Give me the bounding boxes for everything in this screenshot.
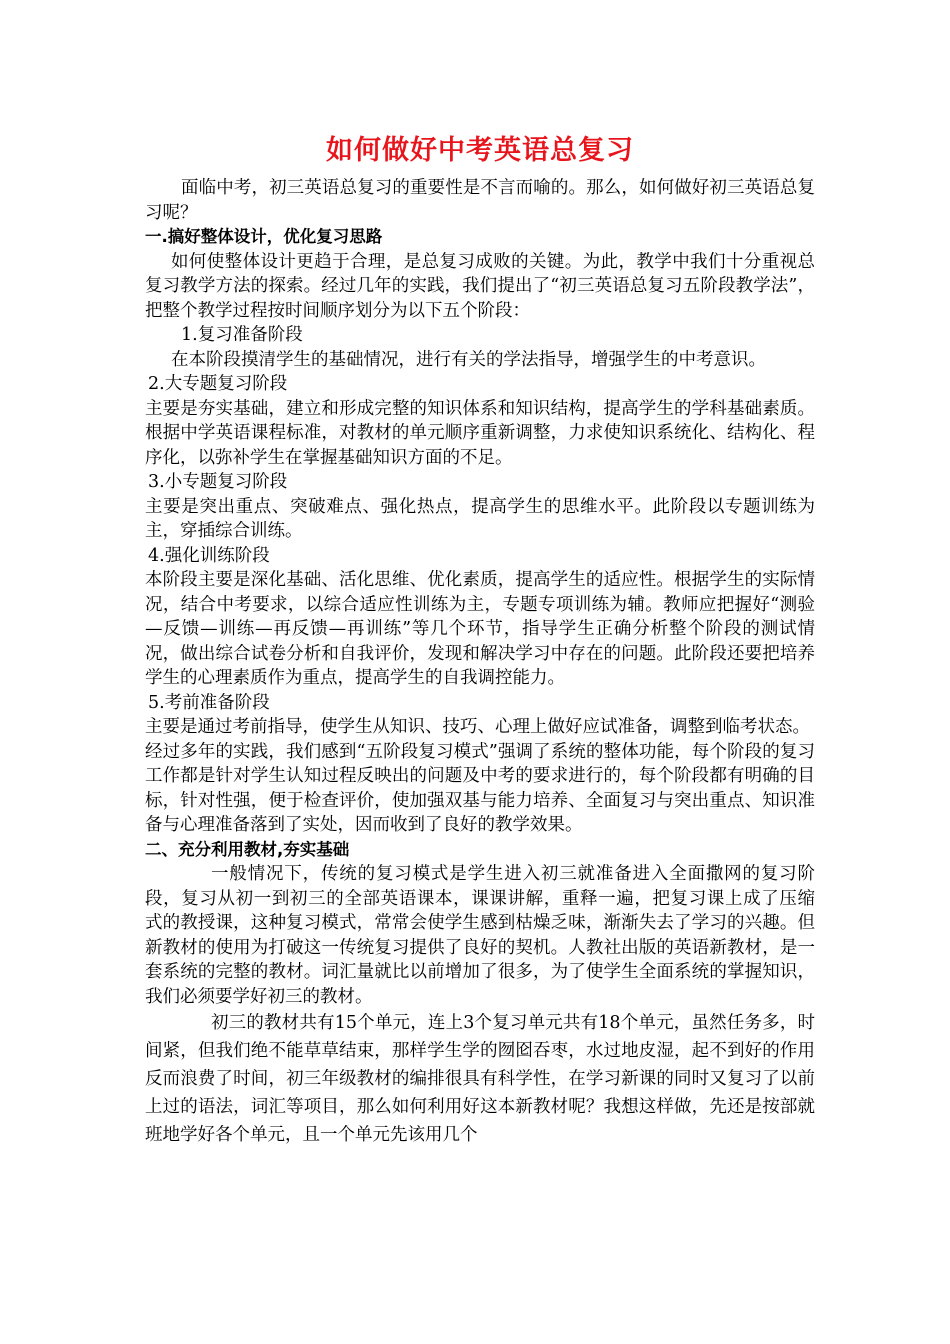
section-1-summary: 经过多年的实践，我们感到“五阶段复习模式”强调了系统的整体功能，每个阶段的复习工作都是针对学生认知过程反映出的问题及中考的要求进行的，每个阶段都有明确的目标，针对性强，便于检查评价，使加强双基与能力培养、全面复习与突出重点、知识准备与心理准备落到了实处，因而收到了良好的教学效果。: [145, 741, 815, 835]
stage-2-text: 主要是夯实基础，建立和形成完整的知识体系和知识结构，提高学生的学科基础素质。根据中学英语课程标准，对教材的单元顺序重新调整，力求使知识系统化、结构化、程序化，以弥补学生在掌握基础知识方面的不足。: [145, 398, 815, 468]
stage-1-label: 1.复习准备阶段: [181, 325, 303, 345]
section-1-paragraph: 如何使整体设计更趋于合理，是总复习成败的关键。为此，教学中我们十分重视总复习教学方法的探索。经过几年的实践，我们提出了“初三英语总复习五阶段教学法”，把整个教学过程按时间顺序划分为以下五个阶段：: [145, 251, 815, 321]
stage-3-label: 3.小专题复习阶段: [148, 472, 288, 492]
document-title: 如何做好中考英语总复习: [326, 135, 634, 166]
stage-3-text: 主要是突出重点、突破难点、强化热点，提高学生的思维水平。此阶段以专题训练为主，穿插综合训练。: [145, 496, 815, 541]
stage-4-label: 4.强化训练阶段: [148, 545, 270, 566]
section-2-heading: 二、充分利用教材,夯实基础: [145, 839, 350, 859]
document-page: [145, 128, 815, 1149]
stage-5-label: 5.考前准备阶段: [148, 692, 270, 713]
stage-4-text: 本阶段主要是深化基础、活化思维、优化素质，提高学生的适应性。根据学生的实际情况，结合中考要求，以综合适应性训练为主，专题专项训练为辅。教师应把握好“测验—反馈—训练—再反馈—再训练”等几个环节，指导学生正确分析整个阶段的测试情况，做出综合试卷分析和自我评价，发现和解决学习中存在的问题。此阶段还要把培养学生的心理素质作为重点，提高学生的自我调控能力。: [145, 570, 815, 688]
section-2-paragraph-2: 初三的教材共有15个单元，连上3个复习单元共有18个单元，虽然任务多，时间紧，但我们绝不能草草结束，那样学生学的囫囵吞枣，水过地皮湿，起不到好的作用反而浪费了时间，初三年级教材的编排很具有科学性，在学习新课的同时又复习了以前上过的语法，词汇等项目，那么如何利用好这本新教材呢？我想这样做，先还是按部就班地学好各个单元，且一个单元先该用几个: [145, 1013, 815, 1145]
stage-1-text: 在本阶段摸清学生的基础情况，进行有关的学法指导，增强学生的中考意识。: [171, 349, 766, 370]
stage-2-label: 2.大专题复习阶段: [148, 374, 288, 394]
stage-5-text: 主要是通过考前指导，使学生从知识、技巧、心理上做好应试准备，调整到临考状态。: [145, 717, 810, 737]
intro-paragraph: 面临中考，初三英语总复习的重要性是不言而喻的。那么，如何做好初三英语总复习呢？: [145, 178, 815, 223]
section-1-heading: 一.搞好整体设计，优化复习思路: [145, 227, 383, 246]
section-2-paragraph-1: 一般情况下，传统的复习模式是学生进入初三就准备进入全面撒网的复习阶段，复习从初一到初三的全部英语课本，课课讲解，重释一遍，把复习课上成了压缩 式的教授课，这种复习模式，常常会使学生感到枯燥乏味，渐渐失去了学习的兴趣。但新教材的使用为打破这一传统复习提供了良好的契机。人教社出版的英语新教材，是一套系统的完整的教材。词汇量就比以前增加了很多，为了使学生全面系统的掌握知识，我们必须要学好初三的教材。: [145, 864, 815, 1007]
